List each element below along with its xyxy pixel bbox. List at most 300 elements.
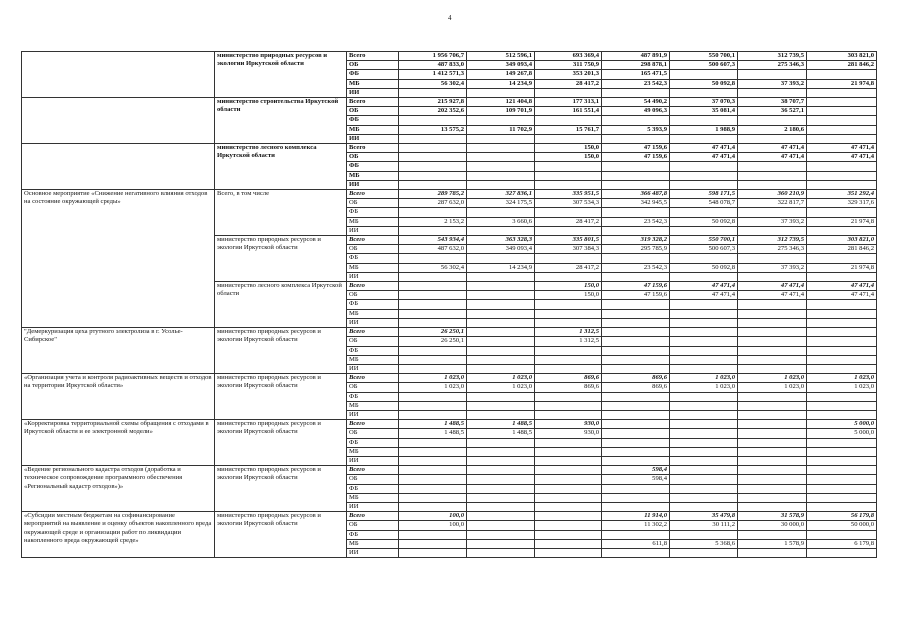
amount-cell: [670, 116, 738, 125]
funding-source-cell: МБ: [347, 355, 399, 364]
amount-cell: [535, 539, 602, 548]
amount-cell: [535, 521, 602, 530]
amount-cell: [807, 484, 877, 493]
amount-cell: 1 988,9: [670, 125, 738, 134]
responsible-cell: министерство природных ресурсов и экологии Иркутской области: [215, 328, 347, 374]
funding-source-cell: Всего: [347, 282, 399, 291]
amount-cell: [738, 180, 807, 189]
amount-cell: [467, 548, 535, 557]
funding-source-cell: ИИ: [347, 410, 399, 419]
amount-cell: 47 159,6: [602, 282, 670, 291]
amount-cell: 100,0: [399, 521, 467, 530]
measure-name-cell: «Организация учета и контроля радиоактивных веществ и отходов на территории Иркутской области»: [22, 374, 215, 420]
amount-cell: 26 250,1: [399, 328, 467, 337]
amount-cell: [670, 346, 738, 355]
amount-cell: 11 702,9: [467, 125, 535, 134]
amount-cell: 56 302,4: [399, 263, 467, 272]
amount-cell: 275 346,3: [738, 61, 807, 70]
amount-cell: 21 974,8: [807, 79, 877, 88]
amount-cell: 13 575,2: [399, 125, 467, 134]
amount-cell: [399, 180, 467, 189]
amount-cell: [807, 438, 877, 447]
amount-cell: [467, 180, 535, 189]
amount-cell: 47 471,4: [807, 153, 877, 162]
amount-cell: [467, 502, 535, 511]
amount-cell: [399, 208, 467, 217]
amount-cell: [670, 438, 738, 447]
amount-cell: [670, 337, 738, 346]
funding-source-cell: Всего: [347, 144, 399, 153]
amount-cell: 287 632,0: [399, 199, 467, 208]
amount-cell: [602, 116, 670, 125]
amount-cell: [670, 272, 738, 281]
amount-cell: 23 542,3: [602, 217, 670, 226]
amount-cell: 543 934,4: [399, 236, 467, 245]
amount-cell: [738, 410, 807, 419]
amount-cell: [535, 180, 602, 189]
amount-cell: [399, 355, 467, 364]
amount-cell: [807, 208, 877, 217]
amount-cell: [535, 548, 602, 557]
amount-cell: [807, 318, 877, 327]
amount-cell: 47 471,4: [807, 282, 877, 291]
amount-cell: 360 210,9: [738, 190, 807, 199]
amount-cell: 121 404,8: [467, 98, 535, 107]
funding-source-cell: ФБ: [347, 208, 399, 217]
amount-cell: 37 070,3: [670, 98, 738, 107]
amount-cell: [602, 438, 670, 447]
responsible-cell: министерство строительства Иркутской области: [215, 98, 347, 144]
amount-cell: 1 488,5: [399, 420, 467, 429]
table-row: [22, 328, 877, 337]
amount-cell: [602, 364, 670, 373]
amount-cell: [670, 466, 738, 475]
amount-cell: 869,6: [535, 374, 602, 383]
amount-cell: 14 234,9: [467, 263, 535, 272]
amount-cell: [738, 318, 807, 327]
amount-cell: [399, 153, 467, 162]
amount-cell: [670, 318, 738, 327]
page-number: 4: [448, 14, 452, 22]
amount-cell: 335 801,5: [535, 236, 602, 245]
amount-cell: 49 096,3: [602, 107, 670, 116]
amount-cell: 177 313,1: [535, 98, 602, 107]
amount-cell: [467, 475, 535, 484]
amount-cell: 37 393,2: [738, 263, 807, 272]
amount-cell: [467, 328, 535, 337]
amount-cell: [670, 530, 738, 539]
amount-cell: 50 092,8: [670, 217, 738, 226]
amount-cell: [602, 530, 670, 539]
amount-cell: 47 471,4: [670, 282, 738, 291]
amount-cell: [738, 254, 807, 263]
amount-cell: 1 023,0: [670, 383, 738, 392]
amount-cell: 150,0: [535, 282, 602, 291]
amount-cell: [807, 180, 877, 189]
amount-cell: [807, 355, 877, 364]
amount-cell: [807, 346, 877, 355]
amount-cell: [670, 392, 738, 401]
amount-cell: [670, 429, 738, 438]
amount-cell: [670, 328, 738, 337]
amount-cell: [670, 208, 738, 217]
funding-source-cell: МБ: [347, 539, 399, 548]
amount-cell: [467, 438, 535, 447]
amount-cell: [535, 355, 602, 364]
amount-cell: [602, 447, 670, 456]
amount-cell: [670, 162, 738, 171]
funding-source-cell: ФБ: [347, 392, 399, 401]
funding-source-cell: ФБ: [347, 254, 399, 263]
amount-cell: [535, 364, 602, 373]
amount-cell: 598 171,5: [670, 190, 738, 199]
amount-cell: 1 023,0: [807, 383, 877, 392]
amount-cell: 23 542,3: [602, 263, 670, 272]
amount-cell: 335 951,5: [535, 190, 602, 199]
funding-source-cell: ИИ: [347, 318, 399, 327]
amount-cell: 281 846,2: [807, 61, 877, 70]
amount-cell: [602, 134, 670, 143]
amount-cell: 1 312,5: [535, 337, 602, 346]
amount-cell: [602, 180, 670, 189]
funding-source-cell: ОБ: [347, 199, 399, 208]
amount-cell: [535, 493, 602, 502]
amount-cell: [535, 116, 602, 125]
amount-cell: 54 490,2: [602, 98, 670, 107]
amount-cell: 215 927,8: [399, 98, 467, 107]
amount-cell: 869,6: [602, 383, 670, 392]
amount-cell: 150,0: [535, 153, 602, 162]
amount-cell: [602, 355, 670, 364]
measure-name-cell: [22, 52, 215, 98]
amount-cell: 930,0: [535, 420, 602, 429]
amount-cell: [602, 272, 670, 281]
amount-cell: [807, 134, 877, 143]
amount-cell: [738, 456, 807, 465]
amount-cell: [535, 466, 602, 475]
amount-cell: [602, 401, 670, 410]
amount-cell: [602, 548, 670, 557]
amount-cell: [399, 401, 467, 410]
funding-source-cell: ОБ: [347, 383, 399, 392]
amount-cell: [467, 447, 535, 456]
amount-cell: 353 201,3: [535, 70, 602, 79]
amount-cell: [670, 355, 738, 364]
amount-cell: [399, 346, 467, 355]
funding-source-cell: ОБ: [347, 475, 399, 484]
amount-cell: [738, 88, 807, 97]
responsible-cell: министерство природных ресурсов и экологии Иркутской области: [215, 420, 347, 466]
budget-table-body: [22, 52, 877, 558]
amount-cell: [399, 144, 467, 153]
amount-cell: 307 534,3: [535, 199, 602, 208]
amount-cell: [399, 318, 467, 327]
funding-source-cell: МБ: [347, 171, 399, 180]
amount-cell: 611,8: [602, 539, 670, 548]
amount-cell: [399, 116, 467, 125]
amount-cell: 38 707,7: [738, 98, 807, 107]
amount-cell: [399, 548, 467, 557]
amount-cell: 6 179,8: [807, 539, 877, 548]
amount-cell: 598,4: [602, 466, 670, 475]
amount-cell: [670, 548, 738, 557]
funding-source-cell: Всего: [347, 512, 399, 521]
amount-cell: [399, 291, 467, 300]
amount-cell: 500 607,3: [670, 61, 738, 70]
funding-source-cell: ФБ: [347, 116, 399, 125]
amount-cell: [738, 208, 807, 217]
amount-cell: [738, 134, 807, 143]
amount-cell: [467, 318, 535, 327]
funding-source-cell: ФБ: [347, 162, 399, 171]
amount-cell: [467, 392, 535, 401]
amount-cell: [602, 208, 670, 217]
amount-cell: 47 471,4: [738, 153, 807, 162]
amount-cell: 26 250,1: [399, 337, 467, 346]
amount-cell: [467, 171, 535, 180]
amount-cell: [602, 392, 670, 401]
amount-cell: 342 945,5: [602, 199, 670, 208]
amount-cell: [670, 484, 738, 493]
amount-cell: [602, 429, 670, 438]
amount-cell: [467, 512, 535, 521]
amount-cell: [602, 171, 670, 180]
amount-cell: [807, 337, 877, 346]
amount-cell: 47 159,6: [602, 153, 670, 162]
amount-cell: 1 412 571,3: [399, 70, 467, 79]
amount-cell: [670, 456, 738, 465]
amount-cell: [807, 88, 877, 97]
amount-cell: 37 393,2: [738, 217, 807, 226]
amount-cell: 324 175,5: [467, 199, 535, 208]
amount-cell: 47 159,6: [602, 291, 670, 300]
amount-cell: [738, 401, 807, 410]
amount-cell: 1 488,5: [399, 429, 467, 438]
amount-cell: [807, 107, 877, 116]
amount-cell: [399, 410, 467, 419]
amount-cell: [807, 456, 877, 465]
amount-cell: [467, 401, 535, 410]
funding-source-cell: ОБ: [347, 521, 399, 530]
amount-cell: 11 302,2: [602, 521, 670, 530]
funding-source-cell: Всего: [347, 328, 399, 337]
amount-cell: [399, 309, 467, 318]
amount-cell: [670, 88, 738, 97]
amount-cell: [535, 171, 602, 180]
amount-cell: 23 542,3: [602, 79, 670, 88]
amount-cell: [602, 162, 670, 171]
amount-cell: [535, 318, 602, 327]
amount-cell: [535, 272, 602, 281]
measure-name-cell: [22, 144, 215, 190]
amount-cell: [738, 337, 807, 346]
amount-cell: 47 471,4: [670, 153, 738, 162]
amount-cell: [670, 493, 738, 502]
amount-cell: 307 384,3: [535, 245, 602, 254]
amount-cell: 1 023,0: [738, 383, 807, 392]
amount-cell: [602, 328, 670, 337]
amount-cell: [535, 484, 602, 493]
amount-cell: [467, 153, 535, 162]
amount-cell: 47 471,4: [807, 144, 877, 153]
amount-cell: 14 234,9: [467, 79, 535, 88]
amount-cell: [399, 438, 467, 447]
amount-cell: [467, 116, 535, 125]
amount-cell: 281 846,2: [807, 245, 877, 254]
amount-cell: [602, 484, 670, 493]
amount-cell: [602, 420, 670, 429]
funding-source-cell: ФБ: [347, 484, 399, 493]
amount-cell: 598,4: [602, 475, 670, 484]
amount-cell: 5 368,6: [670, 539, 738, 548]
amount-cell: 327 836,1: [467, 190, 535, 199]
amount-cell: [602, 226, 670, 235]
amount-cell: [535, 309, 602, 318]
amount-cell: [670, 420, 738, 429]
amount-cell: [535, 502, 602, 511]
amount-cell: [467, 530, 535, 539]
responsible-cell: министерство природных ресурсов и экологии Иркутской области: [215, 374, 347, 420]
funding-source-cell: ОБ: [347, 107, 399, 116]
amount-cell: [738, 300, 807, 309]
amount-cell: 47 471,4: [670, 144, 738, 153]
amount-cell: [738, 328, 807, 337]
amount-cell: [670, 475, 738, 484]
amount-cell: [467, 309, 535, 318]
amount-cell: [807, 410, 877, 419]
amount-cell: [467, 272, 535, 281]
amount-cell: [670, 410, 738, 419]
amount-cell: [467, 144, 535, 153]
amount-cell: [399, 171, 467, 180]
funding-source-cell: ИИ: [347, 548, 399, 557]
amount-cell: 5 000,0: [807, 420, 877, 429]
funding-source-cell: ОБ: [347, 61, 399, 70]
funding-source-cell: Всего: [347, 374, 399, 383]
amount-cell: 47 471,4: [738, 282, 807, 291]
amount-cell: 109 701,9: [467, 107, 535, 116]
amount-cell: 1 023,0: [399, 383, 467, 392]
funding-source-cell: МБ: [347, 309, 399, 318]
amount-cell: 349 093,4: [467, 245, 535, 254]
amount-cell: [807, 162, 877, 171]
amount-cell: [670, 226, 738, 235]
funding-source-cell: Всего: [347, 190, 399, 199]
measure-name-cell: «Ведение регионального кадастра отходов (доработка и техническое сопровождение программного обеспечения «Региональный кадастр отходов»)»: [22, 466, 215, 512]
amount-cell: 500 607,3: [670, 245, 738, 254]
amount-cell: 28 417,2: [535, 79, 602, 88]
amount-cell: [467, 208, 535, 217]
amount-cell: [670, 171, 738, 180]
amount-cell: 100,0: [399, 512, 467, 521]
amount-cell: 36 527,1: [738, 107, 807, 116]
amount-cell: 47 471,4: [670, 291, 738, 300]
amount-cell: [467, 88, 535, 97]
amount-cell: [467, 134, 535, 143]
amount-cell: 47 471,4: [807, 291, 877, 300]
funding-source-cell: Всего: [347, 52, 399, 61]
measure-name-cell: "Демеркуризация цеха ртутного электролиза в г. Усолье-Сибирское": [22, 328, 215, 374]
amount-cell: 2 180,6: [738, 125, 807, 134]
amount-cell: 47 471,4: [738, 144, 807, 153]
funding-source-cell: ИИ: [347, 180, 399, 189]
funding-source-cell: Всего: [347, 466, 399, 475]
amount-cell: [535, 300, 602, 309]
amount-cell: [535, 392, 602, 401]
amount-cell: [602, 502, 670, 511]
amount-cell: 312 739,5: [738, 52, 807, 61]
amount-cell: [399, 392, 467, 401]
amount-cell: [670, 134, 738, 143]
amount-cell: [467, 254, 535, 263]
amount-cell: [807, 392, 877, 401]
amount-cell: [399, 134, 467, 143]
amount-cell: 1 488,5: [467, 420, 535, 429]
amount-cell: [535, 401, 602, 410]
funding-source-cell: ОБ: [347, 153, 399, 162]
amount-cell: 311 750,9: [535, 61, 602, 70]
amount-cell: [807, 364, 877, 373]
amount-cell: [399, 447, 467, 456]
amount-cell: 56 179,8: [807, 512, 877, 521]
responsible-cell: министерство природных ресурсов и экологии Иркутской области: [215, 52, 347, 98]
funding-source-cell: Всего: [347, 98, 399, 107]
table-row: [22, 190, 877, 199]
amount-cell: [535, 88, 602, 97]
amount-cell: 2 153,2: [399, 217, 467, 226]
amount-cell: [535, 512, 602, 521]
amount-cell: [467, 484, 535, 493]
amount-cell: 550 700,1: [670, 52, 738, 61]
amount-cell: [535, 134, 602, 143]
amount-cell: 329 317,6: [807, 199, 877, 208]
amount-cell: [738, 493, 807, 502]
amount-cell: [467, 226, 535, 235]
amount-cell: [807, 116, 877, 125]
amount-cell: [807, 328, 877, 337]
amount-cell: 351 292,4: [807, 190, 877, 199]
amount-cell: 487 632,0: [399, 245, 467, 254]
amount-cell: [807, 475, 877, 484]
responsible-cell: министерство природных ресурсов и экологии Иркутской области: [215, 466, 347, 512]
amount-cell: 1 023,0: [399, 374, 467, 383]
amount-cell: [807, 226, 877, 235]
amount-cell: 298 878,1: [602, 61, 670, 70]
amount-cell: 5 000,0: [807, 429, 877, 438]
amount-cell: [602, 493, 670, 502]
funding-source-cell: ФБ: [347, 530, 399, 539]
amount-cell: 693 369,4: [535, 52, 602, 61]
amount-cell: [807, 272, 877, 281]
amount-cell: [399, 272, 467, 281]
funding-source-cell: ОБ: [347, 245, 399, 254]
table-row: [22, 420, 877, 429]
amount-cell: 30 000,0: [738, 521, 807, 530]
amount-cell: 869,6: [602, 374, 670, 383]
amount-cell: 3 660,6: [467, 217, 535, 226]
funding-source-cell: Всего: [347, 420, 399, 429]
funding-source-cell: ОБ: [347, 429, 399, 438]
amount-cell: [399, 493, 467, 502]
amount-cell: [670, 180, 738, 189]
amount-cell: 56 302,4: [399, 79, 467, 88]
funding-source-cell: ИИ: [347, 364, 399, 373]
amount-cell: [670, 309, 738, 318]
amount-cell: [602, 337, 670, 346]
amount-cell: 47 471,4: [738, 291, 807, 300]
amount-cell: [399, 162, 467, 171]
amount-cell: [399, 502, 467, 511]
